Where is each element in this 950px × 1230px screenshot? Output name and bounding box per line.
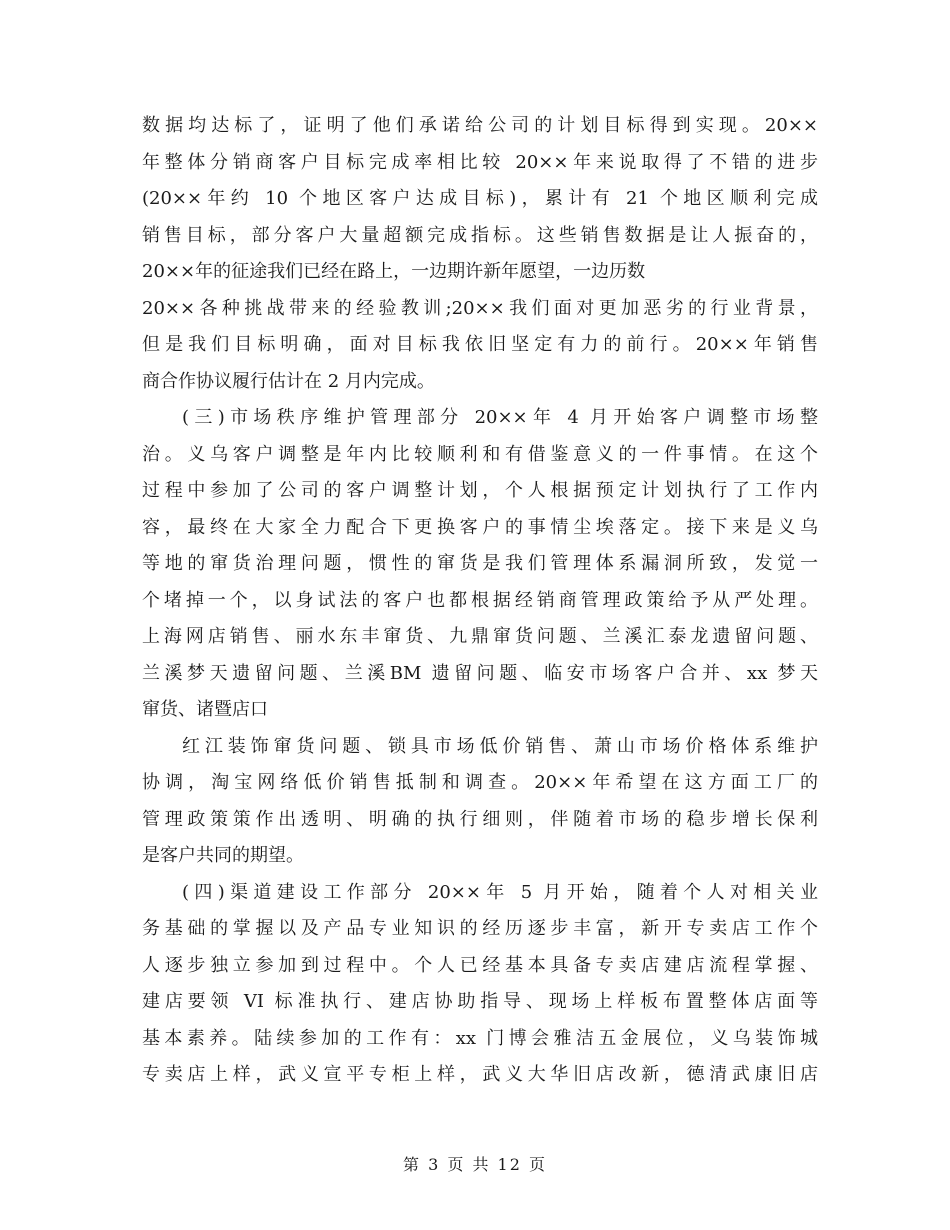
text-line: 窜货、诸暨店口: [142, 699, 268, 720]
text-line: 销售目标，部分客户大量超额完成指标。这些销售数据是让人振奋的，: [142, 224, 818, 246]
text-line: 20××年的征途我们已经在路上，一边期许新年愿望，一边历数: [142, 261, 646, 282]
text-line: (四)渠道建设工作部分 20××年 5 月开始，随着个人对相关业: [182, 881, 818, 903]
text-line: 个堵掉一个，以身试法的客户也都根据经销商管理政策给予从严处理。: [142, 589, 818, 611]
text-line: 20××各种挑战带来的经验教训;20××我们面对更加恶劣的行业背景，: [142, 297, 818, 319]
text-line: 年整体分销商客户目标完成率相比较 20××年来说取得了不错的进步: [142, 151, 818, 173]
text-line: (20××年约 10 个地区客户达成目标)，累计有 21 个地区顺利完成: [142, 188, 818, 209]
text-line: 基本素养。陆续参加的工作有：xx 门博会雅洁五金展位，义乌装饰城: [142, 1027, 818, 1049]
text-line: 管理政策策作出透明、明确的执行细则，伴随着市场的稳步增长保利: [142, 808, 818, 830]
text-line: 过程中参加了公司的客户调整计划，个人根据预定计划执行了工作内: [142, 480, 818, 501]
text-line: 红江装饰窜货问题、锁具市场低价销售、萧山市场价格体系维护: [182, 735, 818, 757]
text-line: 等地的窜货治理问题，惯性的窜货是我们管理体系漏洞所致，发觉一: [142, 553, 818, 574]
text-line: 但是我们目标明确，面对目标我依旧坚定有力的前行。20××年销售: [142, 334, 818, 355]
text-line: 容，最终在大家全力配合下更换客户的事情尘埃落定。接下来是义乌: [142, 516, 818, 538]
text-line: 治。义乌客户调整是年内比较顺利和有借鉴意义的一件事情。在这个: [142, 443, 818, 465]
text-line: 建店要领 VI 标准执行、建店协助指导、现场上样板布置整体店面等: [142, 991, 818, 1012]
text-line: (三)市场秩序维护管理部分 20××年 4 月开始客户调整市场整: [182, 407, 818, 428]
text-line: 数据均达标了，证明了他们承诺给公司的计划目标得到实现。20××: [142, 115, 818, 136]
text-line: 务基础的掌握以及产品专业知识的经历逐步丰富，新开专卖店工作个: [142, 918, 818, 939]
page-footer: 第 3 页 共 12 页: [403, 1155, 547, 1174]
text-line: 上海网店销售、丽水东丰窜货、九鼎窜货问题、兰溪汇泰龙遗留问题、: [142, 626, 818, 647]
text-line: 协调，淘宝网络低价销售抵制和调查。20××年希望在这方面工厂的: [142, 772, 818, 793]
text-line: 商合作协议履行估计在 2 月内完成。: [142, 370, 435, 392]
text-line: 是客户共同的期望。: [142, 845, 304, 866]
text-line: 专卖店上样，武义宣平专柜上样，武义大华旧店改新，德清武康旧店: [142, 1064, 818, 1085]
text-line: 兰溪梦天遗留问题、兰溪BM 遗留问题、临安市场客户合并、xx 梦天: [142, 662, 818, 684]
body-text: [142, 108, 818, 1094]
text-line: 人逐步独立参加到过程中。个人已经基本具备专卖店建店流程掌握、: [142, 954, 818, 976]
